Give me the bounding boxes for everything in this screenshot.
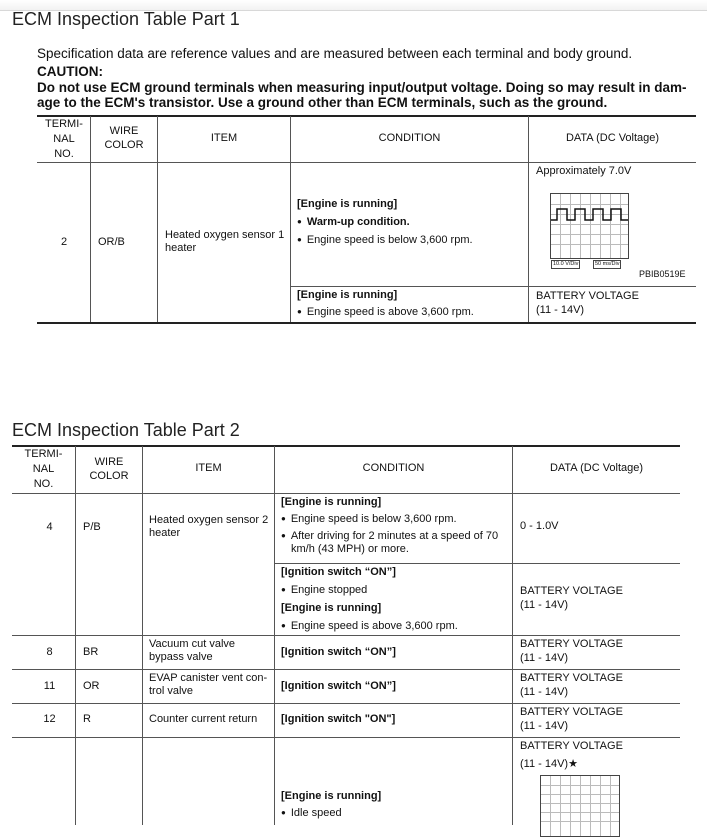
- table2-col-divider: [75, 446, 76, 825]
- table1-col-divider: [528, 116, 529, 322]
- data-r4: 0 - 1.0V: [520, 520, 559, 532]
- header-item: ITEM: [195, 462, 222, 474]
- item-name: EVAP canister vent con- trol valve: [149, 672, 268, 697]
- table1-col-divider: [157, 116, 158, 322]
- data-r8: BATTERY VOLTAGE (11 - 14V): [520, 638, 623, 664]
- figure-id: PBIB0519E: [639, 269, 686, 279]
- condition-r11: [Ignition switch “ON”]: [281, 680, 396, 692]
- item-name: Vacuum cut valve bypass valve: [149, 638, 236, 663]
- terminal-number: 4: [46, 521, 53, 533]
- table1-top-border: [37, 115, 696, 117]
- header-wire-color: WIRE COLOR: [89, 456, 129, 482]
- condition-r12: [Ignition switch "ON"]: [281, 713, 396, 725]
- data-r12: BATTERY VOLTAGE (11 - 14V): [520, 706, 623, 732]
- wire-color: OR/B: [98, 236, 125, 248]
- table2-row-divider: [12, 669, 680, 670]
- condition-a: [Engine is running] ● Warm-up condition. ● Engine speed is below 3,600 rpm.: [297, 198, 473, 247]
- terminal-number: 8: [46, 646, 53, 658]
- table1-condition-divider: [290, 286, 696, 287]
- table1-bottom-border: [37, 322, 696, 324]
- part2-title: ECM Inspection Table Part 2: [12, 420, 240, 440]
- table2-header-divider: [12, 493, 680, 494]
- scope-scale-right: 50 ms/Div: [595, 261, 620, 267]
- caution-line-1: Do not use ECM ground terminals when measuring input/output voltage. Doing so may result in dam-: [37, 80, 687, 95]
- wire-color: BR: [83, 646, 99, 658]
- data-battery-voltage: BATTERY VOLTAGE (11 - 14V): [536, 290, 639, 316]
- terminal-number: 12: [43, 713, 56, 725]
- item-name: Counter current return: [149, 713, 258, 725]
- header-condition: CONDITION: [378, 132, 441, 144]
- table2-row-divider: [12, 635, 680, 636]
- header-terminal: TERMI- NAL NO.: [45, 118, 83, 160]
- data-last: BATTERY VOLTAGE (11 - 14V)★: [520, 740, 623, 770]
- table2-row-divider: [12, 703, 680, 704]
- header-condition: CONDITION: [362, 462, 425, 474]
- header-terminal: TERMI- NAL NO.: [24, 448, 63, 490]
- item-name: Heated oxygen sensor 1 heater: [165, 229, 285, 254]
- condition-r4b: [Ignition switch “ON”] ● Engine stopped [Engine is running] ● Engine speed is above 3,600 rpm.: [281, 566, 458, 633]
- table1-header-divider: [37, 162, 696, 163]
- wire-color: R: [83, 713, 91, 725]
- header-data: DATA (DC Voltage): [549, 462, 644, 474]
- data-r11: BATTERY VOLTAGE (11 - 14V): [520, 672, 623, 698]
- data-approx-voltage: Approximately 7.0V: [536, 165, 632, 177]
- condition-r4: [Engine is running] ● Engine speed is below 3,600 rpm. ● After driving for 2 minutes at a speed of 70 km/h (43 MPH) or more.: [281, 496, 498, 556]
- condition-last: [Engine is running] ● Idle speed: [281, 790, 381, 820]
- item-name: Heated oxygen sensor 2 heater: [149, 514, 269, 539]
- table1-col-divider: [290, 116, 291, 322]
- header-data: DATA (DC Voltage): [565, 132, 660, 144]
- condition-r8: [Ignition switch “ON”]: [281, 646, 396, 658]
- header-wire-color: WIRE COLOR: [104, 125, 144, 151]
- table2-top-border: [12, 445, 680, 447]
- terminal-number: 11: [43, 680, 56, 692]
- header-item: ITEM: [210, 132, 238, 144]
- table2-col-divider: [142, 446, 143, 825]
- wire-color: OR: [83, 680, 100, 692]
- data-r4b: BATTERY VOLTAGE (11 - 14V): [520, 585, 623, 611]
- oscilloscope-figure: [550, 193, 629, 259]
- table2-row-divider: [274, 563, 680, 564]
- table2-row-divider: [12, 737, 680, 738]
- terminal-number: 2: [60, 236, 68, 248]
- waveform-trace: [551, 194, 628, 258]
- caution-line-2: age to the ECM's transistor. Use a ground other than ECM terminals, such as the ground.: [37, 95, 608, 110]
- oscilloscope-figure-2: [540, 775, 620, 837]
- wire-color: P/B: [83, 521, 101, 533]
- scope-scale-left: 10.0 V/Div: [553, 261, 579, 267]
- table2-col-divider: [274, 446, 275, 825]
- table2-col-divider: [512, 446, 513, 825]
- spec-note: Specification data are reference values and are measured between each terminal and body ground.: [37, 46, 633, 61]
- part1-title: ECM Inspection Table Part 1: [12, 9, 240, 29]
- condition-b: [Engine is running] ● Engine speed is above 3,600 rpm.: [297, 289, 474, 319]
- caution-label: CAUTION:: [37, 64, 103, 79]
